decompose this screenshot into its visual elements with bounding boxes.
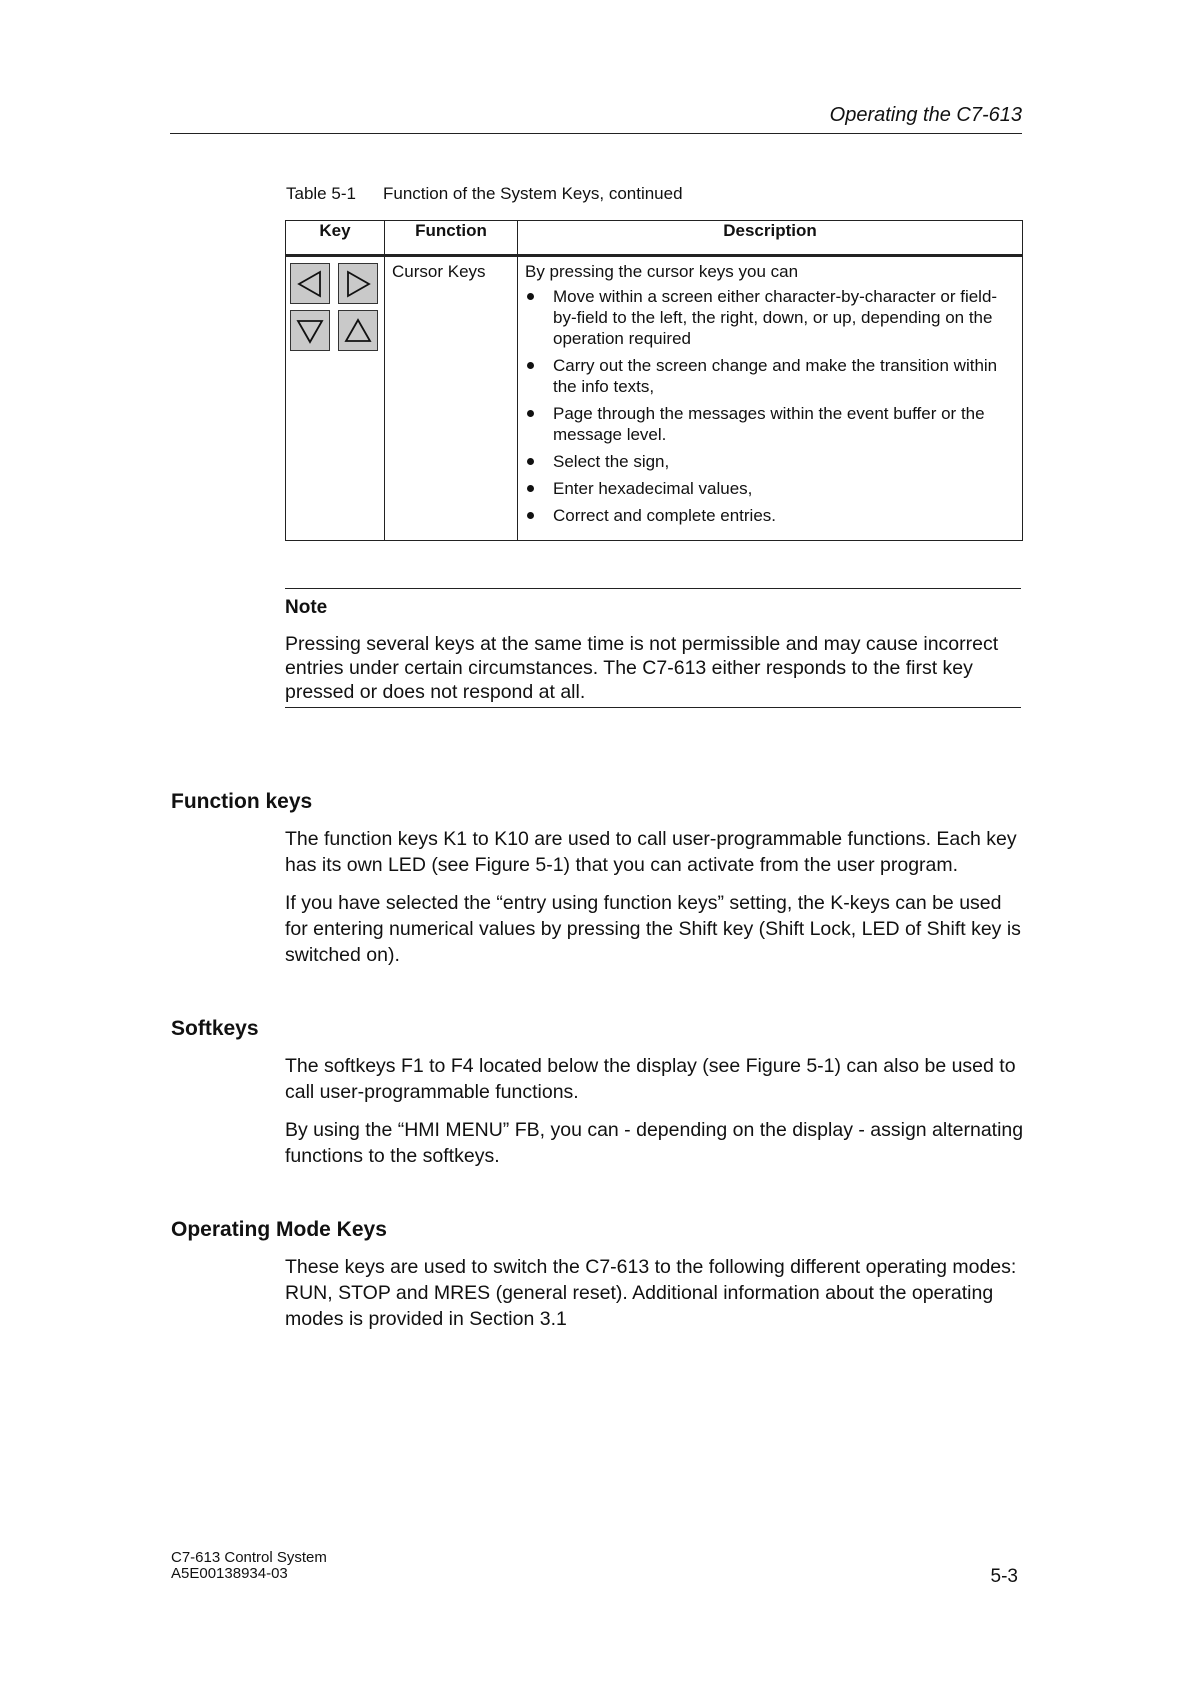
header-description: Description [518, 221, 1023, 256]
list-item: Move within a screen either character-by-character or field-by-field to the left, the right, down, or up, depending on the operation required [525, 286, 1015, 349]
list-item: Select the sign, [525, 451, 1015, 472]
header-rule [170, 133, 1022, 134]
description-intro: By pressing the cursor keys you can [525, 262, 799, 281]
table-row [286, 256, 1023, 541]
note-text: Pressing several keys at the same time is not permissible and may cause incorrect entries under certain circumstances. The C7-613 either responds to the first key pressed or does not respond at all. [285, 633, 999, 703]
table-caption-text: Function of the System Keys, continued [383, 184, 683, 203]
down-arrow-icon [295, 316, 325, 346]
function-keys-heading: Function keys [171, 790, 313, 813]
list-item: Enter hexadecimal values, [525, 478, 1015, 499]
footer-document-info [171, 1550, 327, 1582]
page-number: 5-3 [990, 1566, 1018, 1587]
note-top-rule [285, 588, 1021, 589]
right-arrow-icon [343, 269, 373, 299]
table-header-row [286, 221, 1023, 256]
header-key: Key [286, 221, 385, 256]
operating-mode-keys-heading: Operating Mode Keys [171, 1218, 387, 1241]
function-cell: Cursor Keys [385, 256, 518, 541]
table-caption-number: Table 5-1 [286, 184, 356, 203]
running-header: Operating the C7-613 [829, 104, 1022, 126]
key-cell [286, 256, 385, 541]
list-item: Correct and complete entries. [525, 505, 1015, 526]
up-arrow-key [338, 310, 378, 351]
softkeys-paragraph-2: By using the “HMI MENU” FB, you can - depending on the display - assign alternating functions to the softkeys. [285, 1119, 1024, 1167]
function-keys-paragraph-1: The function keys K1 to K10 are used to call user-programmable functions. Each key has its own LED (see Figure 5-1) that you can activate from the user program. [285, 828, 1017, 876]
footer-order-number: A5E00138934-03 [171, 1565, 288, 1582]
description-cell [518, 256, 1023, 541]
note-title: Note [285, 597, 328, 618]
operating-mode-keys-paragraph: These keys are used to switch the C7-613 to the following different operating modes: RUN, STOP and MRES (general reset). Additional information about the operating modes is provided in Section 3.1 [285, 1256, 1017, 1330]
note-bottom-rule [285, 707, 1021, 708]
down-arrow-key [290, 310, 330, 351]
description-bullets [525, 286, 1015, 526]
left-arrow-icon [295, 269, 325, 299]
list-item: Carry out the screen change and make the transition within the info texts, [525, 355, 1015, 397]
system-keys-table [285, 220, 1023, 541]
softkeys-heading: Softkeys [171, 1017, 259, 1040]
header-function: Function [385, 221, 518, 256]
right-arrow-key [338, 263, 378, 304]
function-keys-paragraph-2: If you have selected the “entry using function keys” setting, the K-keys can be used for entering numerical values by pressing the Shift key (Shift Lock, LED of Shift key is switched on). [285, 892, 1021, 966]
up-arrow-icon [343, 316, 373, 346]
list-item: Page through the messages within the event buffer or the message level. [525, 403, 1015, 445]
left-arrow-key [290, 263, 330, 304]
table-caption [286, 184, 683, 204]
footer-product: C7-613 Control System [171, 1549, 327, 1566]
cursor-key-cluster [290, 261, 380, 351]
softkeys-paragraph-1: The softkeys F1 to F4 located below the display (see Figure 5-1) can also be used to call user-programmable functions. [285, 1055, 1016, 1103]
